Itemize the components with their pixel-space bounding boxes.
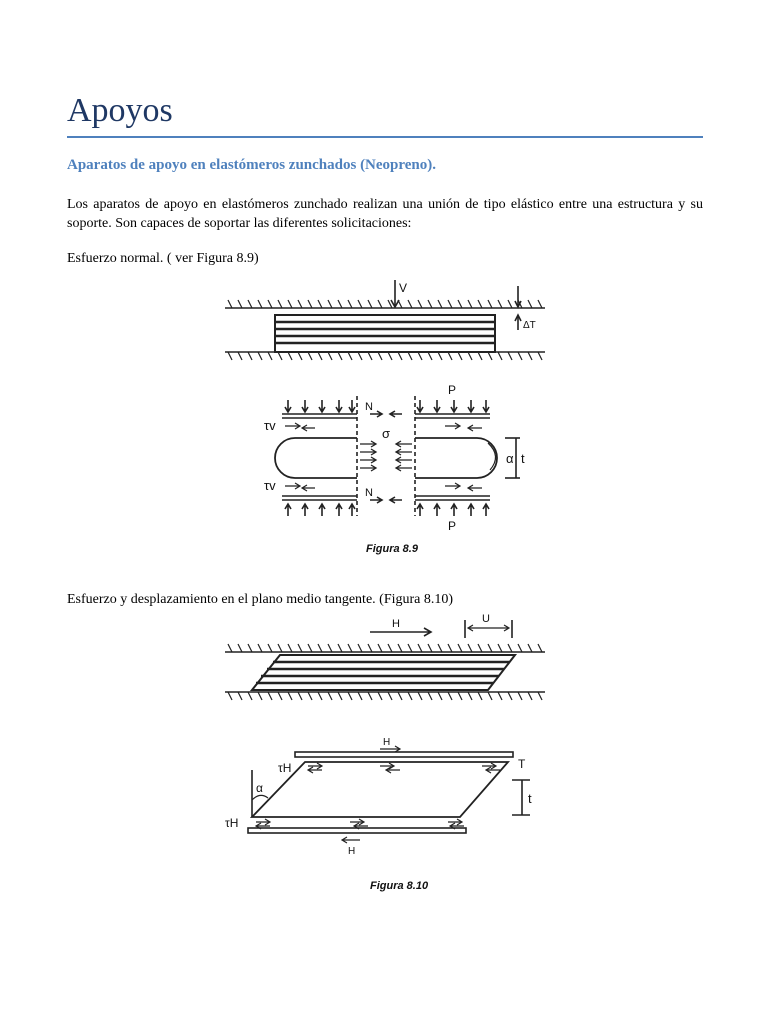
tangent-stress-paragraph: Esfuerzo y desplazamiento en el plano medio tangente. (Figura 8.10) bbox=[67, 592, 454, 607]
fig1-label-sigma: σ bbox=[382, 426, 391, 441]
fig1-label-n-bottom: N bbox=[365, 487, 373, 499]
fig1-label-p-top: P bbox=[448, 383, 457, 397]
fig2-label-alpha: α bbox=[256, 781, 263, 795]
fig1-label-t: t bbox=[521, 451, 525, 466]
figure-8-10 bbox=[220, 610, 552, 895]
fig1-label-tau-top: τv bbox=[264, 418, 276, 433]
title-rule bbox=[67, 136, 703, 138]
fig2-label-tau-bottom: τH bbox=[225, 816, 239, 830]
figure-8-9-drawing bbox=[220, 278, 552, 560]
fig2-label-h-top: H bbox=[392, 618, 400, 630]
fig1-label-p-bottom: P bbox=[448, 519, 457, 533]
fig2-label-t: t bbox=[528, 791, 532, 806]
fig2-label-tau-top: τH bbox=[278, 761, 292, 775]
fig1-label-alpha: α bbox=[506, 451, 514, 466]
fig1-label-tau-bottom: τv bbox=[264, 478, 276, 493]
section-heading: Aparatos de apoyo en elastómeros zunchados (Neopreno). bbox=[67, 157, 437, 173]
fig1-label-dt: ΔT bbox=[523, 320, 536, 331]
fig2-label-u: U bbox=[482, 613, 490, 625]
fig1-label-n-top: N bbox=[365, 401, 373, 413]
fig1-label-v: V bbox=[399, 281, 408, 295]
intro-paragraph: Los aparatos de apoyo en elastómeros zunchado realizan una unión de tipo elástico entre una estructura y su soporte. Son capaces de soportar las diferentes solicitaciones: bbox=[67, 197, 703, 231]
fig2-label-h-plate-top: H bbox=[383, 737, 391, 748]
normal-stress-paragraph: Esfuerzo normal. ( ver Figura 8.9) bbox=[67, 251, 259, 266]
page-title: Apoyos bbox=[67, 92, 173, 129]
figure-8-9-caption: Figura 8.9 bbox=[366, 543, 418, 555]
figure-8-10-caption: Figura 8.10 bbox=[370, 880, 429, 892]
figure-8-10-drawing bbox=[220, 610, 552, 895]
figure-8-9 bbox=[220, 278, 552, 560]
fig2-label-h-plate-bottom: H bbox=[348, 846, 356, 857]
fig2-label-T: T bbox=[518, 757, 526, 771]
